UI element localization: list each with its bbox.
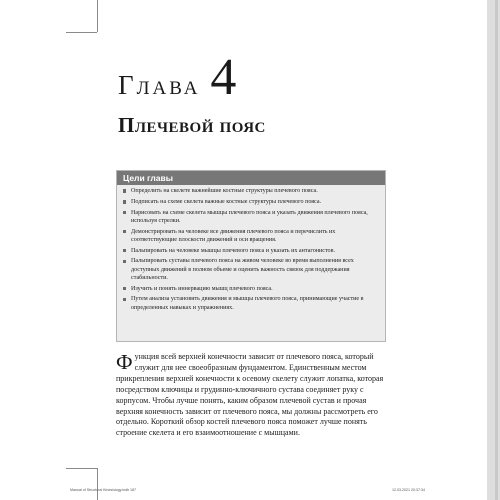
square-bullet-icon [123,298,126,301]
chapter-goals-header: Цели главы [117,171,385,185]
goal-text: Пальпировать на человеке мышцы плечевого пояса и указать их антагонистов. [131,247,335,254]
chapter-word: Глава [118,70,201,100]
chapter-heading [118,49,237,106]
chapter-title: Плечевой пояс [118,113,266,137]
goal-item [123,247,379,255]
intro-text: ункция всей верхней конечности зависит от плечевого пояса, который служит для нее своеобразным фундаментом. Единственным местом прикрепления верхней конечности к осевому скелету служит лопатка, которая посредством ключицы и грудинно-ключичного сустава соединяет руку с корпусом. Чтобы лучше понять, каким образом плечевой сустав и прочая верхняя конечность зависит от плечевого пояса, мы должны рассмотреть его отдельно. Короткий обзор костей плечевого пояса поможет лучше понять строение скелета и его взаимоотношение с мышцами. [116,352,384,438]
goal-item [123,228,379,244]
square-bullet-icon [123,189,126,192]
square-bullet-icon [123,211,126,214]
intro-paragraph [116,352,386,439]
goal-text: Изучить и понять иннервацию мышц плечевого пояса. [131,285,273,292]
goal-item [123,285,379,293]
footer-timestamp: 12.03.2021 20:37:34 [392,488,425,492]
goal-item [123,187,379,195]
goal-text: Демонстрировать на человеке все движения плечевого пояса и перечислить их соответствующие плоскости движений и оси вращения. [131,228,336,243]
goal-text: Путем анализа установить движения и мышцы плечевого пояса, принимающие участие в определенных навыках и упражнениях. [131,296,364,311]
square-bullet-icon [123,230,126,233]
square-bullet-icon [123,260,126,263]
trim-mark-left [66,32,97,33]
goal-item [123,257,379,282]
goal-text: Подписать на схеме скелета важные костные структуры плечевого пояса. [131,198,322,205]
goal-item [123,295,379,311]
chapter-goals-box [116,170,386,342]
trim-mark-top [97,0,98,32]
chapter-goals-list [117,185,385,341]
goal-text: Нарисовать на схеме скелета мышцы плечевого пояса и указать движения плечевого пояса, используя стрелки. [131,209,368,224]
goal-item [123,209,379,225]
square-bullet-icon [123,200,126,203]
chapter-number: 4 [210,49,237,106]
goal-item [123,198,379,206]
goal-text: Определить на скелете важнейшие костные структуры плечевого пояса. [131,188,318,194]
square-bullet-icon [123,287,126,290]
trim-mark-bottom [97,468,98,500]
trim-mark-bottom-left [66,468,97,469]
page-edge-tab [487,0,500,500]
goal-text: Пальпировать суставы плечевого пояса на живом человеке во время выполнения всех доступных движений в полном объеме и оценить важность связок для поддержания стабильности. [131,258,354,281]
square-bullet-icon [123,249,126,252]
footer-file-info: Manual of Structural Kinesiology.indb 187 [70,488,137,492]
drop-cap: Ф [116,350,133,374]
page-edge-stripe [495,0,498,500]
